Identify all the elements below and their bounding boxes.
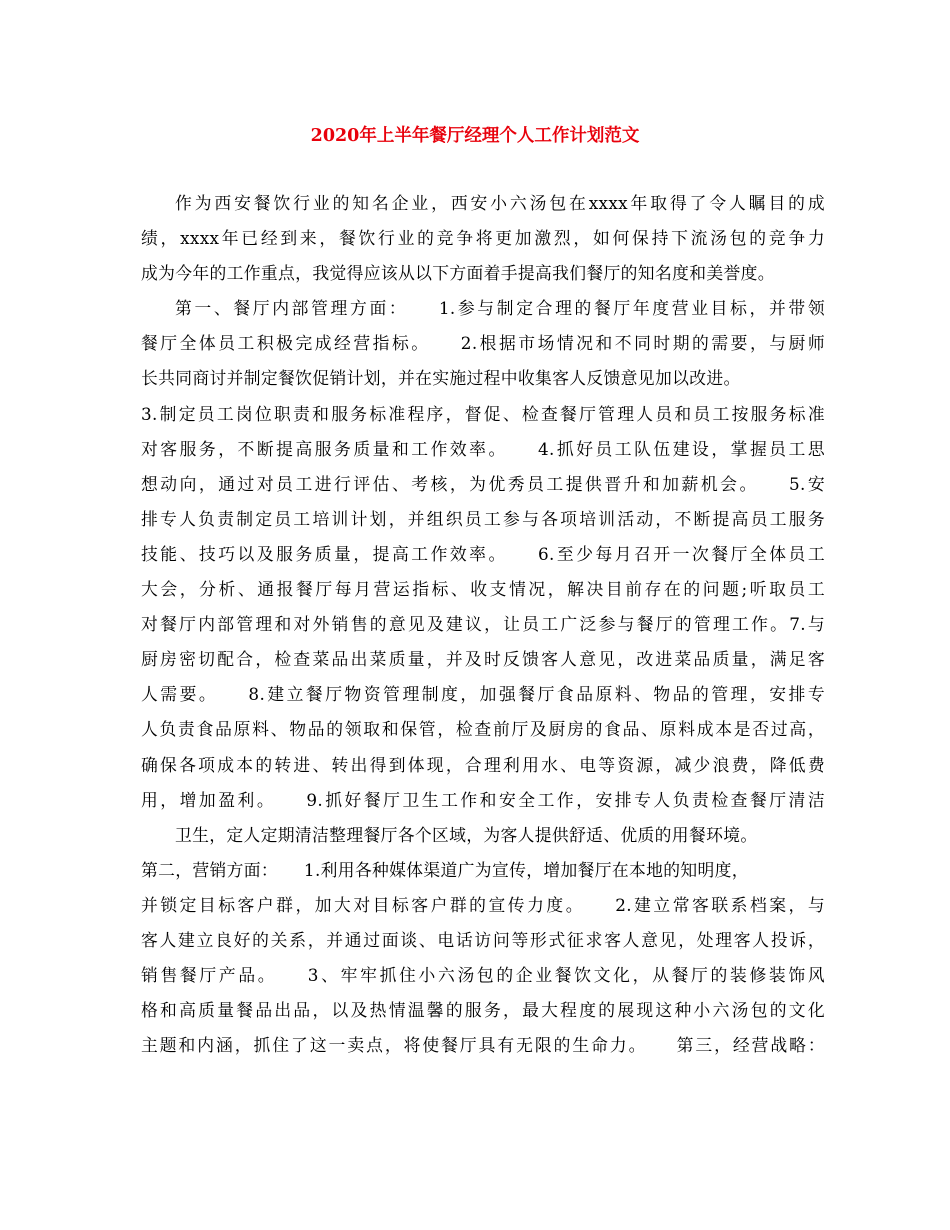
text-line: 确保各项成本的转进、转出得到体现，合理利用水、电等资源，减少浪费，降低费 bbox=[141, 754, 825, 775]
text-line: 3.制定员工岗位职责和服务标准程序，督促、检查餐厅管理人员和员工按服务标准 bbox=[141, 403, 825, 424]
document-body bbox=[141, 186, 825, 1063]
text-line: 成为今年的工作重点，我觉得应该从以下方面着手提高我们餐厅的知名度和美誉度。 bbox=[141, 263, 775, 284]
text-line: 大会，分析、通报餐厅每月营运指标、收支情况，解决目前存在的问题;听取员工 bbox=[141, 579, 825, 600]
text-line: 对客服务，不断提高服务质量和工作效率。 4.抓好员工队伍建设，掌握员工思 bbox=[141, 438, 825, 459]
text-line: 销售餐厅产品。 3、牢牢抓住小六汤包的企业餐饮文化，从餐厅的装修装饰风 bbox=[141, 965, 825, 986]
text-line: 用，增加盈利。 9.抓好餐厅卫生工作和安全工作，安排专人负责检查餐厅清洁 bbox=[141, 789, 825, 810]
text-line: 长共同商讨并制定餐饮促销计划，并在实施过程中收集客人反馈意见加以改进。 bbox=[141, 368, 741, 389]
text-line: 绩，xxxx年已经到来，餐饮行业的竞争将更加激烈，如何保持下流汤包的竞争力 bbox=[141, 228, 825, 249]
text-line: 并锁定目标客户群，加大对目标客户群的宣传力度。 2.建立常客联系档案，与 bbox=[141, 894, 825, 915]
document-title: 2020年上半年餐厅经理个人工作计划范文 bbox=[310, 126, 640, 146]
text-line: 排专人负责制定员工培训计划，并组织员工参与各项培训活动，不断提高员工服务 bbox=[141, 508, 825, 529]
text-line: 作为西安餐饮行业的知名企业，西安小六汤包在xxxx年取得了令人瞩目的成 bbox=[175, 193, 825, 213]
text-line: 人需要。 8.建立餐厅物资管理制度，加强餐厅食品原料、物品的管理，安排专 bbox=[141, 684, 825, 705]
text-line: 第二，营销方面： 1.利用各种媒体渠道广为宣传，增加餐厅在本地的知明度， bbox=[141, 859, 749, 880]
text-line: 主题和内涵，抓住了这一卖点，将使餐厅具有无限的生命力。 第三，经营战略： bbox=[141, 1035, 825, 1056]
text-line: 技能、技巧以及服务质量，提高工作效率。 6.至少每月召开一次餐厅全体员工 bbox=[141, 543, 825, 564]
text-line: 对餐厅内部管理和对外销售的意见及建议，让员工广泛参与餐厅的管理工作。7.与 bbox=[141, 614, 825, 635]
text-line: 第一、餐厅内部管理方面： 1.参与制定合理的餐厅年度营业目标，并带领 bbox=[175, 298, 825, 319]
text-line: 餐厅全体员工积极完成经营指标。 2.根据市场情况和不同时期的需要，与厨师 bbox=[141, 333, 825, 354]
text-line: 格和高质量餐品出品，以及热情温馨的服务，最大程度的展现这种小六汤包的文化 bbox=[141, 1000, 825, 1021]
text-line: 想动向，通过对员工进行评估、考核，为优秀员工提供晋升和加薪机会。 5.安 bbox=[141, 473, 825, 494]
text-line: 客人建立良好的关系，并通过面谈、电话访问等形式征求客人意见，处理客人投诉， bbox=[141, 929, 825, 950]
text-line: 人负责食品原料、物品的领取和保管，检查前厅及厨房的食品、原料成本是否过高， bbox=[141, 719, 825, 740]
text-line: 厨房密切配合，检查菜品出菜质量，并及时反馈客人意见，改进菜品质量，满足客 bbox=[141, 649, 825, 670]
text-line: 卫生，定人定期清洁整理餐厅各个区域，为客人提供舒适、优质的用餐环境。 bbox=[175, 824, 758, 845]
